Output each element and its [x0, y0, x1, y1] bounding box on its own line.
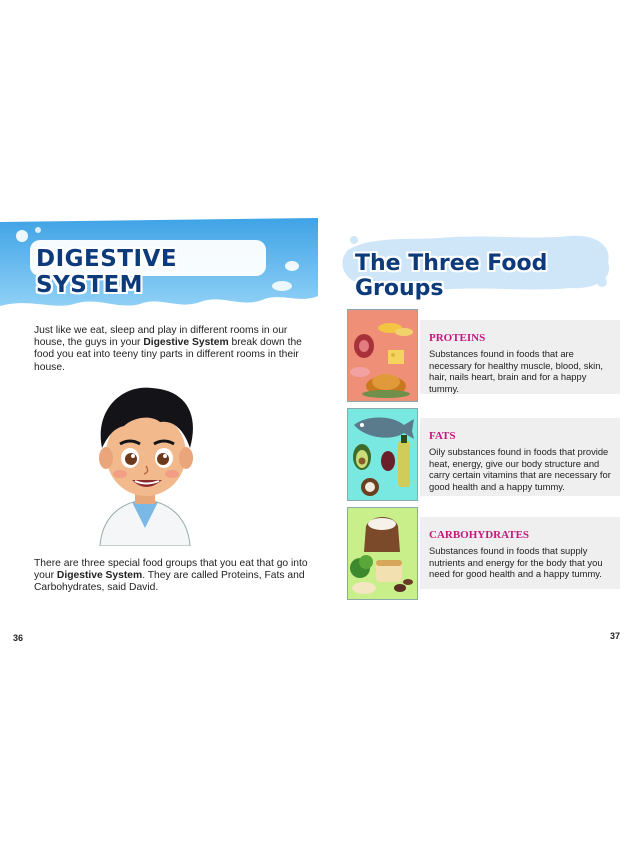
proteins-food-tile	[347, 309, 418, 402]
carbohydrates-description: Substances found in foods that supply nutrients and energy for the body that you need for good health and a happy tummy.	[429, 545, 603, 580]
proteins-heading: PROTEINS	[429, 332, 486, 344]
page-number-right: 37	[610, 631, 621, 641]
fats-heading: FATS	[429, 430, 456, 442]
meat-cheese-icon	[348, 310, 417, 401]
fish-avocado-oil-icon	[348, 409, 417, 500]
carbohydrates-food-tile	[347, 507, 418, 600]
outro-paragraph: There are three special food groups that you eat that go into your Digestive System. They are called Proteins, Fats and Carbohydrates, said David.	[34, 558, 308, 594]
carbohydrates-heading: CARBOHYDRATES	[429, 529, 530, 541]
fats-info-box	[420, 418, 620, 496]
proteins-info-box	[420, 320, 620, 394]
intro-paragraph: Just like we eat, sleep and play in different rooms in our house, the guys in your Digestive System break down the food you eat into teeny tiny parts in different rooms in their house.	[34, 325, 302, 373]
boy-doctor-illustration	[80, 378, 210, 546]
right-page-title: The Three Food Groups	[355, 251, 548, 301]
proteins-description: Substances found in foods that are necessary for healthy muscle, blood, skin, hair, nails heart, brain and for a happy tummy.	[429, 348, 604, 394]
page-number-left: 36	[13, 633, 24, 643]
left-page-title: DIGESTIVE SYSTEM	[36, 246, 178, 298]
fats-food-tile	[347, 408, 418, 501]
flour-bread-vegetables-icon	[348, 508, 417, 599]
carbohydrates-info-box	[420, 517, 620, 589]
fats-description: Oily substances found in foods that provide heat, energy, give our body structure and carry certain vitamins that are necessary for good health and a happy tummy.	[429, 446, 611, 492]
